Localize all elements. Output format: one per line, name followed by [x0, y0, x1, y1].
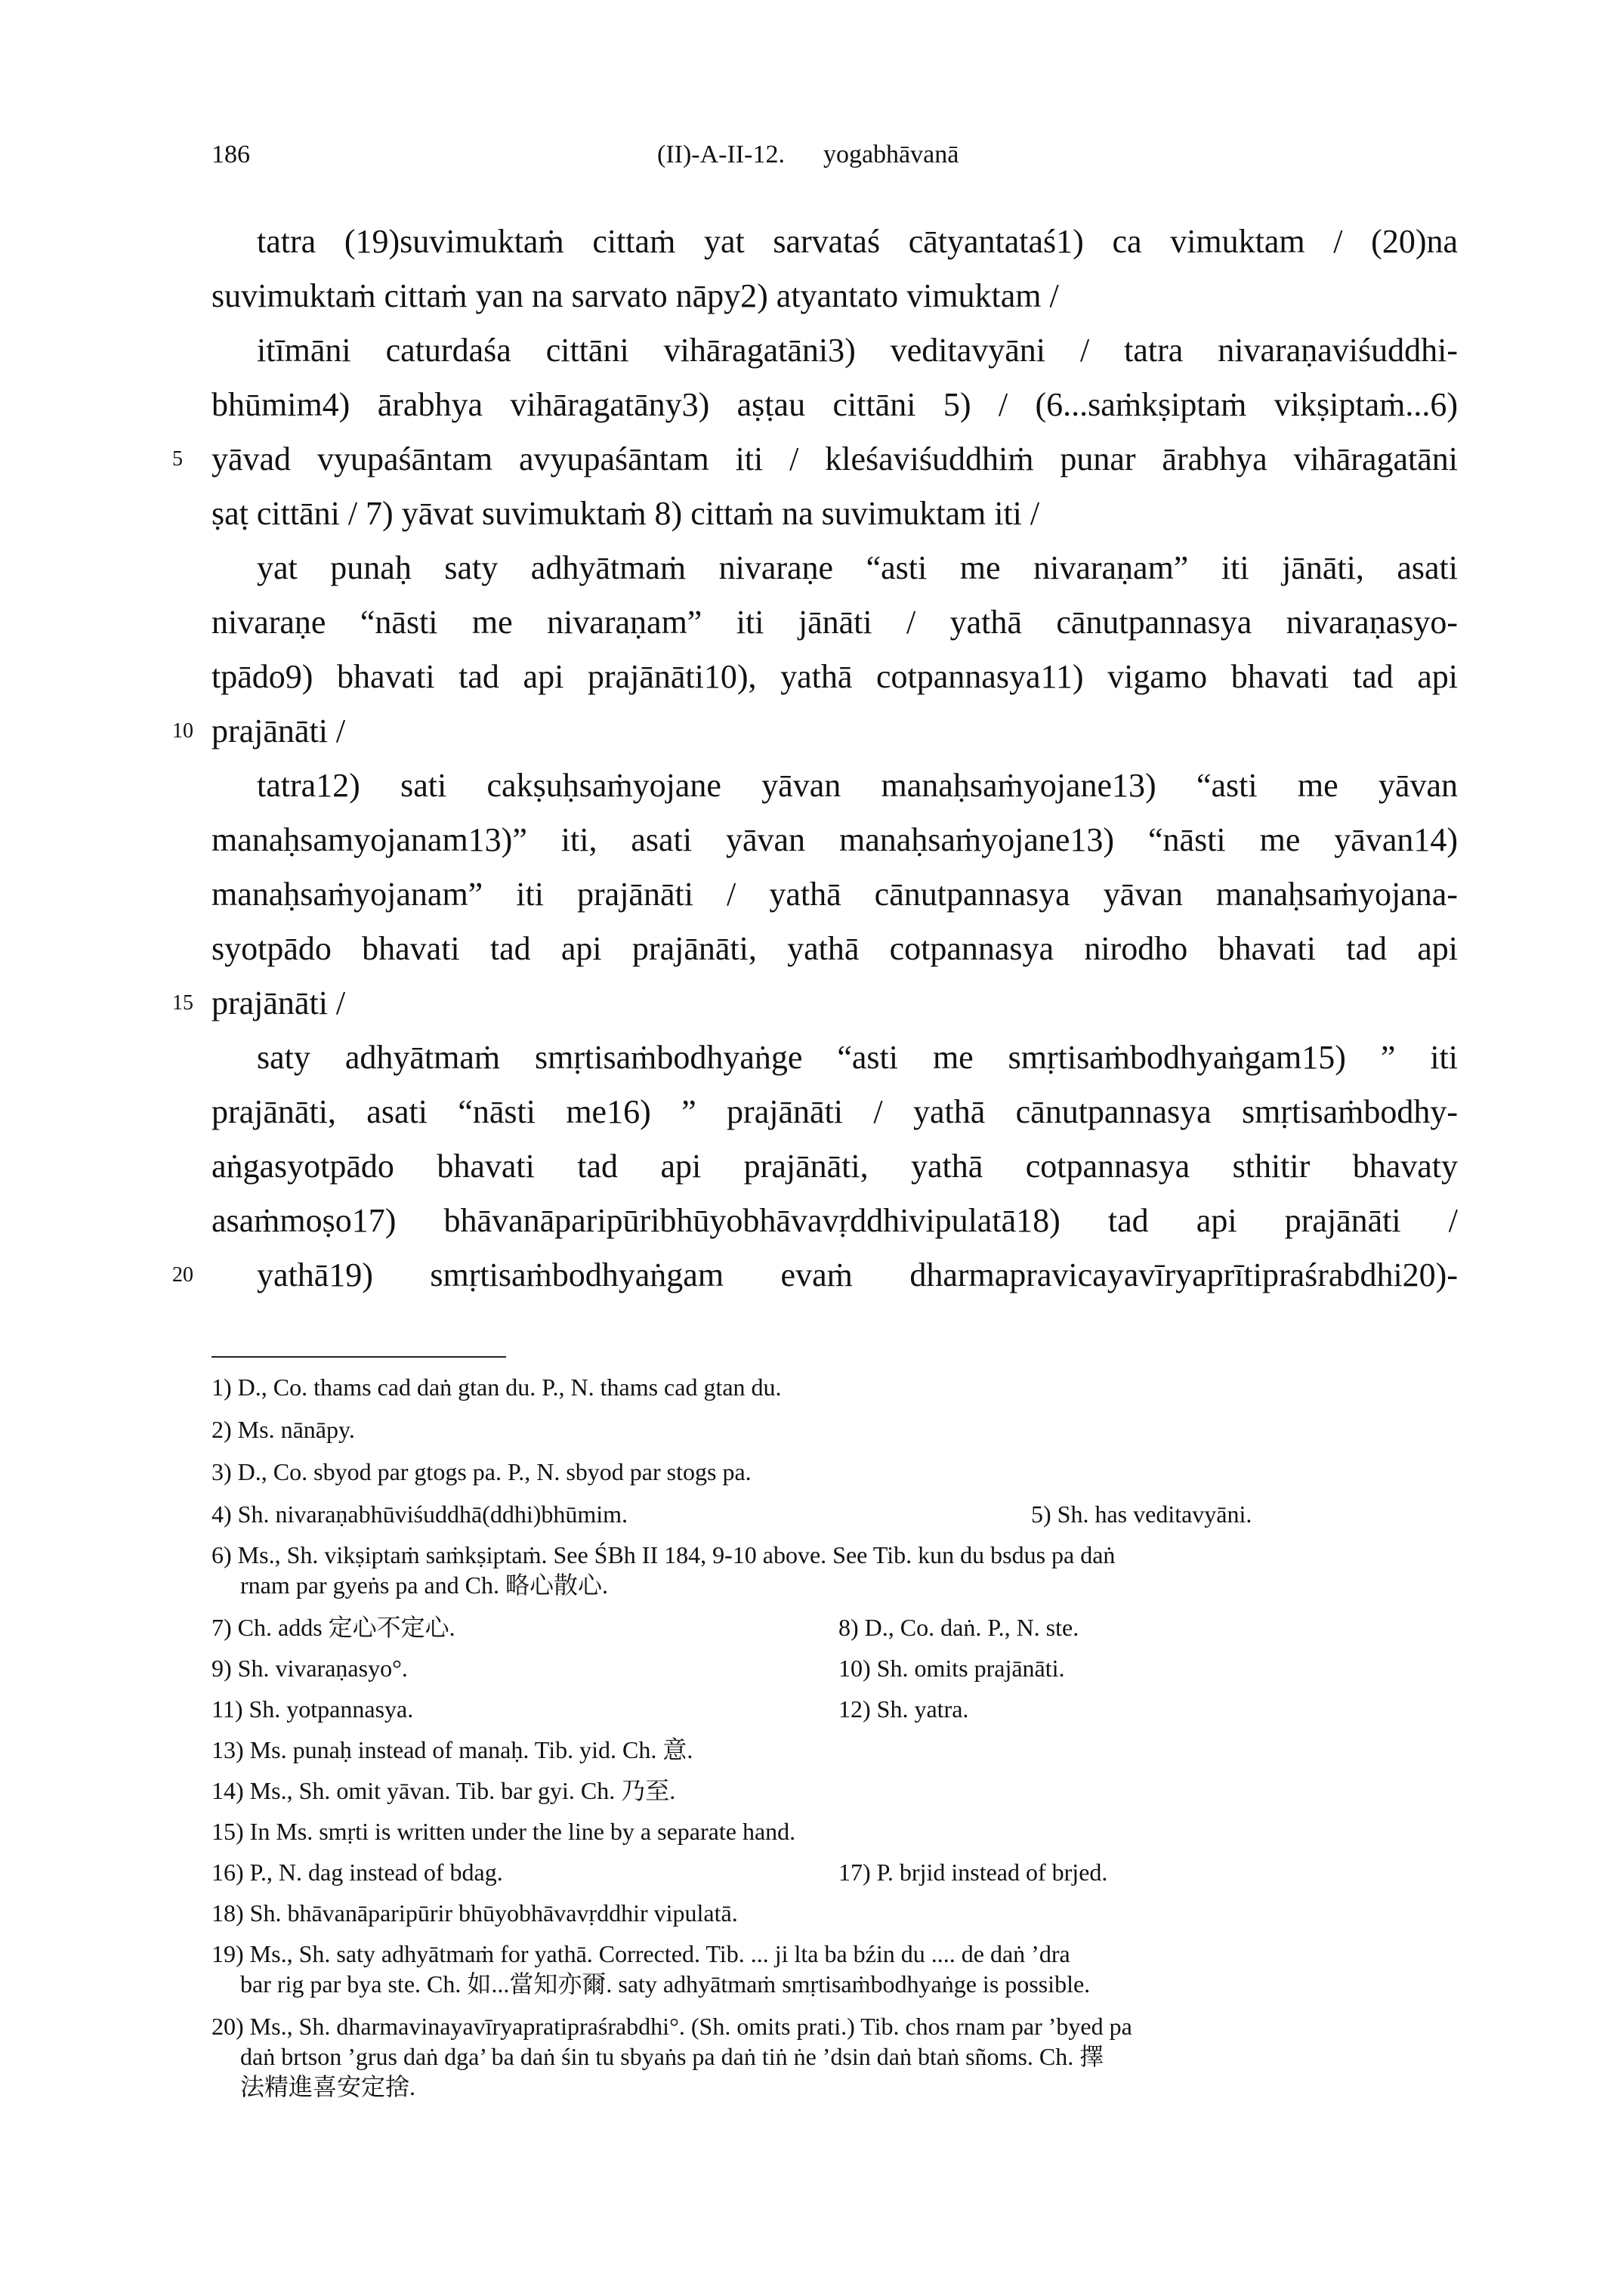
footnote: 18) Sh. bhāvanāparipūrir bhūyobhāvavṛddhir vipulatā.: [211, 1899, 738, 1927]
text-line: suvimuktaṁ cittaṁ yan na sarvato nāpy2) atyantato vimuktam /: [211, 277, 1059, 314]
text-line: manaḥsamyojanam13)” iti, asati yāvan manaḥsaṁyojane13) “nāsti me yāvan14): [211, 821, 1458, 858]
footnote: 1) D., Co. thams cad daṅ gtan du. P., N. thams cad gtan du.: [211, 1374, 782, 1401]
text-line: yathā19) smṛtisaṁbodhyaṅgam evaṁ dharmapravicayavīryaprītipraśrabdhi20)-: [257, 1256, 1458, 1293]
footnote: 8) D., Co. daṅ. P., N. ste.: [838, 1614, 1079, 1641]
footnote: 16) P., N. dag instead of bdag.: [211, 1859, 503, 1886]
footnote-continuation: daṅ brtson ’grus daṅ dga’ ba daṅ śin tu sbyaṅs pa daṅ tiṅ ṅe ’dsin daṅ btaṅ sñoms. Ch. 擇: [240, 2043, 1104, 2070]
text-line: ṣaṭ cittāni / 7) yāvat suvimuktaṁ 8) cittaṁ na suvimuktam iti /: [211, 495, 1040, 532]
footnote: 12) Sh. yatra.: [838, 1695, 969, 1723]
text-line: tatra12) sati cakṣuḥsaṁyojane yāvan manaḥsaṁyojane13) “asti me yāvan: [257, 767, 1458, 804]
text-line: nivaraṇe “nāsti me nivaraṇam” iti jānāti / yathā cānutpannasya nivaraṇasyo-: [211, 604, 1458, 641]
footnote: 5) Sh. has veditavyāni.: [1031, 1500, 1252, 1528]
text-line: prajānāti /: [211, 984, 346, 1021]
line-number: 20: [172, 1263, 193, 1287]
page-number: 186: [211, 141, 250, 168]
text-line: prajānāti /: [211, 712, 346, 749]
footnote: 15) In Ms. smṛti is written under the line by a separate hand.: [211, 1818, 796, 1845]
text-line: manaḥsaṁyojanam” iti prajānāti / yathā cānutpannasya yāvan manaḥsaṁyojana-: [211, 876, 1458, 913]
footnote-continuation: 法精進喜安定捨.: [240, 2073, 416, 2100]
text-line: prajānāti, asati “nāsti me16) ” prajānāti / yathā cānutpannasya smṛtisaṁbodhy-: [211, 1093, 1458, 1130]
footnote-continuation: bar rig par bya ste. Ch. 如...當知亦爾. saty adhyātmaṁ smṛtisaṁbodhyaṅge is possible.: [240, 1970, 1091, 1998]
footnote: 14) Ms., Sh. omit yāvan. Tib. bar gyi. Ch. 乃至.: [211, 1777, 676, 1804]
footnote: 13) Ms. punaḥ instead of manaḥ. Tib. yid. Ch. 意.: [211, 1736, 693, 1763]
footnote: 3) D., Co. sbyod par gtogs pa. P., N. sbyod par stogs pa.: [211, 1458, 752, 1485]
text-line: yat punaḥ saty adhyātmaṁ nivaraṇe “asti me nivaraṇam” iti jānāti, asati: [257, 549, 1458, 586]
text-line: itīmāni caturdaśa cittāni vihāragatāni3) veditavyāni / tatra nivaraṇaviśuddhi-: [257, 332, 1458, 369]
text-line: saty adhyātmaṁ smṛtisaṁbodhyaṅge “asti me smṛtisaṁbodhyaṅgam15) ” iti: [257, 1039, 1458, 1076]
text-line: yāvad vyupaśāntam avyupaśāntam iti / kleśaviśuddhiṁ punar ārabhya vihāragatāni: [211, 440, 1458, 477]
footnote: 10) Sh. omits prajānāti.: [838, 1655, 1065, 1682]
footnote: 19) Ms., Sh. saty adhyātmaṁ for yathā. Corrected. Tib. ... ji lta ba bźin du .... de daṅ ’dra: [211, 1940, 1070, 1967]
footnote: 9) Sh. vivaraṇasyo°.: [211, 1655, 408, 1682]
text-line: asaṁmoṣo17) bhāvanāparipūribhūyobhāvavṛddhivipulatā18) tad api prajānāti /: [211, 1202, 1458, 1239]
footnote: 11) Sh. yotpannasya.: [211, 1695, 414, 1723]
footnote: 6) Ms., Sh. vikṣiptaṁ saṁkṣiptaṁ. See ŚBh II 184, 9-10 above. See Tib. kun du bsdus pa daṅ: [211, 1541, 1116, 1568]
line-number: 5: [172, 447, 183, 471]
text-line: tpādo9) bhavati tad api prajānāti10), yathā cotpannasya11) vigamo bhavati tad api: [211, 658, 1458, 695]
text-line: tatra (19)suvimuktaṁ cittaṁ yat sarvataś cātyantataś1) ca vimuktam / (20)na: [257, 223, 1458, 260]
footnote: 7) Ch. adds 定心不定心.: [211, 1614, 455, 1641]
text-line: aṅgasyotpādo bhavati tad api prajānāti, yathā cotpannasya sthitir bhavaty: [211, 1148, 1458, 1185]
text-line: syotpādo bhavati tad api prajānāti, yathā cotpannasya nirodho bhavati tad api: [211, 930, 1458, 967]
footnote: 2) Ms. nānāpy.: [211, 1416, 355, 1443]
footnote-continuation: rnam par gyeṅs pa and Ch. 略心散心.: [240, 1571, 609, 1599]
line-number: 10: [172, 719, 193, 743]
footnote: 17) P. brjid instead of brjed.: [838, 1859, 1108, 1886]
footnote: 20) Ms., Sh. dharmavinayavīryapratipraśrabdhi°. (Sh. omits prati.) Tib. chos rnam par ’byed pa: [211, 2013, 1132, 2040]
running-head: (II)-A-II-12. yogabhāvanā: [657, 141, 959, 168]
text-line: bhūmim4) ārabhya vihāragatāny3) aṣṭau cittāni 5) / (6...saṁkṣiptaṁ vikṣiptaṁ...6): [211, 386, 1458, 423]
footnote-rule: [211, 1356, 506, 1358]
footnote: 4) Sh. nivaraṇabhūviśuddhā(ddhi)bhūmim.: [211, 1500, 628, 1528]
line-number: 15: [172, 991, 193, 1015]
